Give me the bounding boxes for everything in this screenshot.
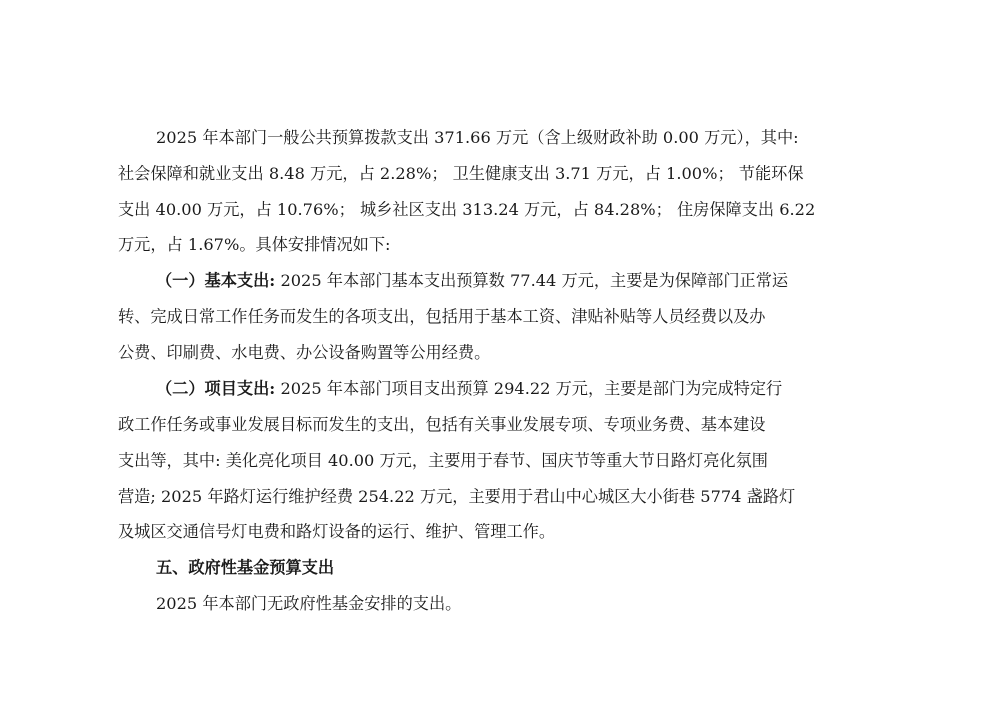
paragraph-2-line-3: 公费、印刷费、水电费、办公设备购置等公用经费。 [118, 343, 491, 362]
project-expense-label: （二）项目支出: [156, 379, 276, 398]
paragraph-1-line-2: 社会保障和就业支出 8.48 万元，占 2.28%； 卫生健康支出 3.71 万元，占 1.00%； 节能环保 [118, 164, 804, 183]
basic-expense-label: （一）基本支出: [156, 271, 276, 290]
paragraph-1-line-1: 2025 年本部门一般公共预算拨款支出 371.66 万元（含上级财政补助 0.00 万元），其中: [156, 128, 799, 147]
paragraph-1-line-3: 支出 40.00 万元，占 10.76%； 城乡社区支出 313.24 万元，占 84.28%； 住房保障支出 6.22 [118, 200, 816, 219]
paragraph-3-line-5: 及城区交通信号灯电费和路灯设备的运行、维护、管理工作。 [118, 522, 556, 541]
paragraph-3-line-2: 政工作任务或事业发展目标而发生的支出，包括有关事业发展专项、专项业务费、基本建设 [118, 415, 766, 434]
paragraph-4-line-1: 2025 年本部门无政府性基金安排的支出。 [156, 594, 462, 613]
section-heading: 五、政府性基金预算支出 [156, 558, 335, 577]
basic-expense-text: 2025 年本部门基本支出预算数 77.44 万元，主要是为保障部门正常运 [275, 271, 789, 290]
paragraph-2-line-2: 转、完成日常工作任务而发生的各项支出，包括用于基本工资、津贴补贴等人员经费以及办 [118, 307, 766, 326]
paragraph-3-line-4: 营造; 2025 年路灯运行维护经费 254.22 万元，主要用于君山中心城区大小街巷 5774 盏路灯 [118, 487, 796, 506]
paragraph-3-line-1 [156, 379, 782, 399]
paragraph-3-line-3: 支出等，其中: 美化亮化项目 40.00 万元，主要用于春节、国庆节等重大节日路灯亮化氛围 [118, 451, 768, 470]
paragraph-2-line-1 [156, 271, 788, 291]
paragraph-1-line-4: 万元，占 1.67%。具体安排情况如下: [118, 235, 391, 254]
project-expense-text: 2025 年本部门项目支出预算 294.22 万元，主要是部门为完成特定行 [275, 379, 783, 398]
